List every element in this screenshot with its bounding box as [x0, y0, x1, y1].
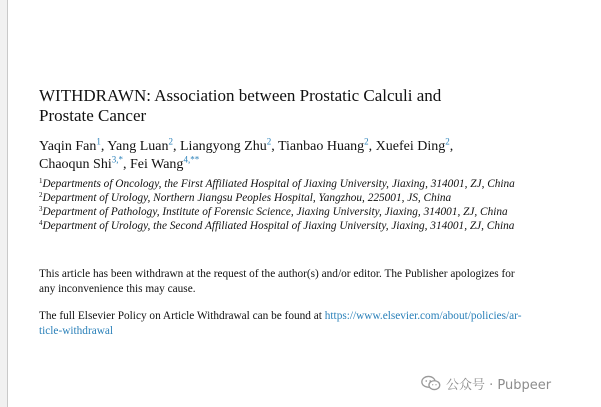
policy-line-1: [39, 309, 564, 324]
document-page: [7, 0, 601, 407]
affiliation-item: [39, 191, 599, 205]
withdrawal-notice-line-2: any inconvenience this may cause.: [39, 282, 196, 295]
affiliation-text: Departments of Oncology, the First Affiliated Hospital of Jiaxing University, Jiaxing, 314001, ZJ, China: [42, 178, 515, 190]
affiliation-marker[interactable]: 2: [364, 136, 369, 147]
withdrawal-notice: [39, 267, 564, 296]
affiliation-text: Department of Urology, the Second Affiliated Hospital of Jiaxing University, Jiaxing, 314001, ZJ, China: [42, 220, 515, 232]
paper-title-line-1: WITHDRAWN: Association between Prostatic Calculi and: [39, 86, 442, 105]
affiliation-marker[interactable]: 2: [168, 136, 173, 147]
wechat-icon: [421, 375, 441, 392]
author-separator: ,: [100, 139, 108, 154]
affiliation-number: 3: [39, 205, 43, 213]
author-line-1: [39, 138, 559, 156]
author-separator: ,: [449, 139, 454, 154]
author-line-2: [39, 156, 559, 174]
policy-line-2: [39, 324, 564, 339]
author-name: Liangyong Zhu: [180, 139, 267, 154]
affiliation-number: 4: [39, 219, 43, 227]
author-separator: ,: [271, 139, 278, 154]
watermark-text: 公众号 · Pubpeer: [446, 377, 552, 393]
author-name: Fei Wang: [129, 157, 184, 172]
paper-title: [39, 86, 509, 126]
author-name: Yang Luan: [107, 139, 169, 154]
affiliation-marker[interactable]: 1: [96, 136, 101, 147]
affiliation-text: Department of Pathology, Institute of Forensic Science, Jiaxing University, Jiaxing, 314001, ZJ, China: [42, 206, 508, 218]
affiliation-marker[interactable]: 3,*: [111, 154, 123, 165]
policy-text: The full Elsevier Policy on Article Withdrawal can be found at: [39, 310, 325, 322]
affiliation-list: [39, 177, 599, 233]
affiliation-number: 1: [39, 177, 43, 185]
author-name: Yaqin Fan: [39, 139, 97, 154]
author-separator: ,: [368, 139, 376, 154]
author-name: Chaoqun Shi: [39, 157, 112, 172]
watermark: [421, 373, 551, 393]
affiliation-text: Department of Urology, Northern Jiangsu Peoples Hospital, Yangzhou, 225001, JS, China: [42, 192, 452, 204]
withdrawal-notice-line-1: This article has been withdrawn at the request of the author(s) and/or editor. The Publisher apologizes for: [39, 268, 515, 280]
policy-link-continued[interactable]: ticle-withdrawal: [39, 324, 114, 337]
affiliation-item: [39, 205, 599, 219]
policy-link[interactable]: https://www.elsevier.com/about/policies/ar-: [324, 310, 522, 322]
affiliation-number: 2: [39, 191, 43, 199]
policy-paragraph: [39, 309, 564, 338]
affiliation-item: [39, 219, 599, 233]
author-separator: ,: [122, 157, 130, 172]
affiliation-marker[interactable]: 2: [266, 136, 272, 147]
author-separator: ,: [173, 139, 180, 154]
author-list: [39, 138, 559, 174]
affiliation-marker[interactable]: 2: [445, 136, 450, 147]
author-name: Tianbao Huang: [277, 139, 365, 154]
affiliation-item: [39, 177, 599, 191]
affiliation-marker[interactable]: 4,**: [183, 154, 200, 165]
paper-title-line-2: Prostate Cancer: [39, 106, 147, 125]
author-name: Xuefei Ding: [375, 139, 446, 154]
